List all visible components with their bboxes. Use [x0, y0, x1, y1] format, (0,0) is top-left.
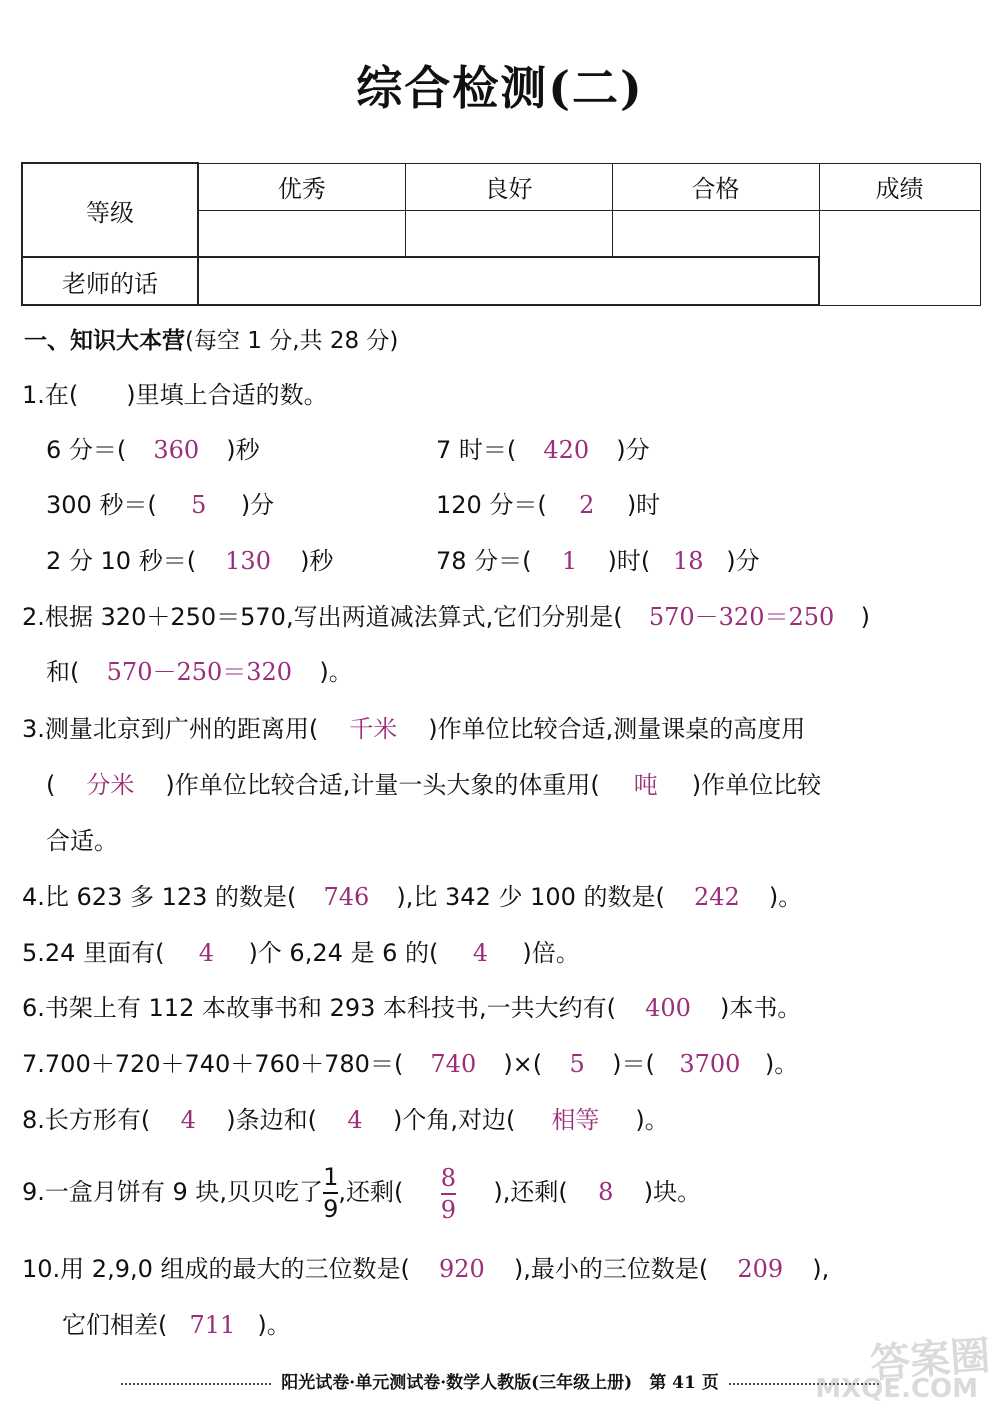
- grade-excellent-header: 优秀: [198, 163, 405, 210]
- grade-good-header: 良好: [405, 163, 612, 210]
- question-1-stem: 1.在( )里填上合适的数。: [22, 381, 328, 409]
- q1-a-prefix: 6 分＝(: [46, 436, 127, 464]
- grade-excellent-cell[interactable]: [198, 210, 405, 257]
- q9-middle-2: ),还剩(: [493, 1178, 568, 1206]
- q8-answer-3: 相等: [551, 1106, 600, 1134]
- q7-answer-2: 5: [569, 1050, 585, 1078]
- q5-middle: )个 6,24 是 6 的(: [248, 939, 439, 967]
- q1-a-answer: 360: [153, 436, 200, 464]
- q1-f-answer-1: 1: [561, 547, 578, 575]
- q1-a-suffix: )秒: [226, 436, 260, 464]
- teacher-comment-label: 老师的话: [22, 257, 198, 305]
- q7-middle-2: )＝(: [612, 1050, 655, 1078]
- grade-pass-cell[interactable]: [612, 210, 819, 257]
- q3-line2-prefix: (: [46, 771, 56, 799]
- q4-suffix: )。: [768, 883, 803, 911]
- q1-c-prefix: 300 秒＝(: [46, 491, 157, 519]
- q8-middle-2: )个角,对边(: [393, 1106, 516, 1134]
- question-9: [22, 1162, 701, 1223]
- q9-suffix: )块。: [643, 1178, 702, 1206]
- q9-answer-denominator: 9: [440, 1195, 456, 1224]
- q8-suffix: )。: [635, 1106, 669, 1134]
- page-title: 综合检测(二): [356, 61, 644, 115]
- q7-middle-1: )×(: [503, 1050, 543, 1078]
- q1-f-middle: )时(: [607, 547, 651, 575]
- watermark-url: MXQE.COM: [815, 1374, 978, 1404]
- q9-answer-fraction: [403, 1162, 493, 1223]
- score-cell[interactable]: [819, 210, 980, 305]
- question-10-line-2: [62, 1308, 291, 1342]
- q1-d-suffix: )时: [626, 491, 661, 519]
- q1-e-prefix: 2 分 10 秒＝(: [46, 547, 197, 575]
- q6-suffix: )本书。: [720, 994, 802, 1022]
- q1-b-answer: 420: [543, 436, 590, 464]
- q9-fraction: [323, 1164, 338, 1222]
- q1-e-suffix: )秒: [300, 547, 334, 575]
- grade-level-label: 等级: [22, 163, 198, 257]
- question-6: [22, 991, 801, 1025]
- q7-prefix: 7.700＋720＋740＋760＋780＝(: [22, 1050, 404, 1078]
- q1-c-suffix: )分: [240, 491, 275, 519]
- q8-answer-1: 4: [180, 1106, 196, 1134]
- question-10-line-1: [22, 1252, 829, 1286]
- q2-middle: ): [860, 603, 870, 631]
- q1-c-answer: 5: [191, 491, 207, 519]
- footer-text: 阳光试卷·单元测试卷·数学人教版(三年级上册) 第 41 页: [281, 1373, 719, 1393]
- watermark-logo: 答案圈: [868, 1332, 992, 1388]
- q10-answer-3: 711: [189, 1311, 236, 1339]
- q8-answer-2: 4: [347, 1106, 363, 1134]
- q1-f-prefix: 78 分＝(: [436, 547, 532, 575]
- q3-answer-1: 千米: [349, 715, 398, 743]
- q10-line2-suffix: )。: [257, 1311, 291, 1339]
- q10-middle: ),最小的三位数是(: [513, 1255, 709, 1283]
- q10-line2-prefix: 它们相差(: [62, 1311, 168, 1339]
- q1-d-prefix: 120 分＝(: [436, 491, 547, 519]
- question-1-row-3: [46, 544, 946, 578]
- q6-prefix: 6.书架上有 112 本故事书和 293 本科技书,一共大约有(: [22, 994, 617, 1022]
- q1-d-answer: 2: [579, 491, 595, 519]
- q5-suffix: )倍。: [522, 939, 580, 967]
- grade-good-cell[interactable]: [405, 210, 612, 257]
- q10-suffix: ),: [812, 1255, 830, 1283]
- q3-answer-2: 分米: [86, 771, 135, 799]
- q3-middle-1: )作单位比较合适,测量课桌的高度用: [428, 715, 806, 743]
- q3-middle-3: )作单位比较: [691, 771, 822, 799]
- question-8: [22, 1103, 669, 1137]
- q3-prefix: 3.测量北京到广州的距离用(: [22, 715, 319, 743]
- q5-prefix: 5.24 里面有(: [22, 939, 165, 967]
- section-title: 一、知识大本营: [24, 328, 185, 354]
- q7-answer-1: 740: [430, 1050, 477, 1078]
- question-1-row-2: [46, 488, 946, 522]
- q3-middle-2: )作单位比较合适,计量一头大象的体重用(: [165, 771, 600, 799]
- q1-f-suffix: )分: [726, 547, 760, 575]
- q9-prefix: 9.一盒月饼有 9 块,贝贝吃了: [22, 1178, 324, 1206]
- footer-divider-left: [121, 1383, 271, 1385]
- q9-answer-2: 8: [598, 1178, 614, 1206]
- question-5: [22, 936, 580, 970]
- section-note: (每空 1 分,共 28 分): [185, 328, 399, 354]
- q4-middle: ),比 342 少 100 的数是(: [396, 883, 665, 911]
- q9-answer-numerator: 8: [440, 1163, 456, 1192]
- question-7: [22, 1047, 798, 1081]
- q10-answer-2: 209: [737, 1255, 784, 1283]
- q2-suffix: )。: [319, 658, 353, 686]
- q9-fraction-denominator: 9: [323, 1195, 339, 1223]
- grade-pass-header: 合格: [612, 163, 819, 210]
- question-3-line-1: [22, 712, 805, 746]
- grade-table: [21, 162, 981, 306]
- question-3-line-3: 合适。: [46, 827, 118, 855]
- question-3-line-2: [46, 768, 821, 802]
- q9-fraction-numerator: 1: [323, 1163, 339, 1191]
- q1-b-suffix: )分: [616, 436, 650, 464]
- q3-answer-3: 吨: [633, 771, 658, 799]
- q7-answer-3: 3700: [679, 1050, 741, 1078]
- q6-answer: 400: [645, 994, 691, 1022]
- q8-prefix: 8.长方形有(: [22, 1106, 151, 1134]
- question-2-line-1: [22, 600, 870, 634]
- q1-f-answer-2: 18: [672, 547, 704, 575]
- q2-answer-1: 570－320＝250: [648, 603, 835, 631]
- q4-answer-2: 242: [694, 883, 740, 911]
- question-1-row-1: [46, 433, 946, 467]
- q2-prefix: 2.根据 320＋250＝570,写出两道减法算式,它们分别是(: [22, 603, 623, 631]
- q2-answer-2: 570－250＝320: [106, 658, 293, 686]
- q1-e-answer: 130: [225, 547, 271, 575]
- q1-b-prefix: 7 时＝(: [436, 436, 517, 464]
- q7-suffix: )。: [764, 1050, 799, 1078]
- question-4: [22, 880, 802, 914]
- q10-prefix: 10.用 2,9,0 组成的最大的三位数是(: [22, 1255, 410, 1283]
- q2-line2-prefix: 和(: [46, 658, 80, 686]
- q4-answer-1: 746: [323, 883, 370, 911]
- q5-answer-2: 4: [472, 939, 489, 967]
- q5-answer-1: 4: [198, 939, 215, 967]
- q8-middle-1: )条边和(: [226, 1106, 317, 1134]
- score-header: 成绩: [819, 163, 980, 210]
- q9-middle-1: ,还剩(: [338, 1178, 404, 1206]
- q4-prefix: 4.比 623 多 123 的数是(: [22, 883, 297, 911]
- q10-answer-1: 920: [438, 1255, 485, 1283]
- question-2-line-2: [46, 655, 353, 689]
- teacher-comment-cell[interactable]: [198, 257, 819, 305]
- section-heading: [24, 322, 398, 355]
